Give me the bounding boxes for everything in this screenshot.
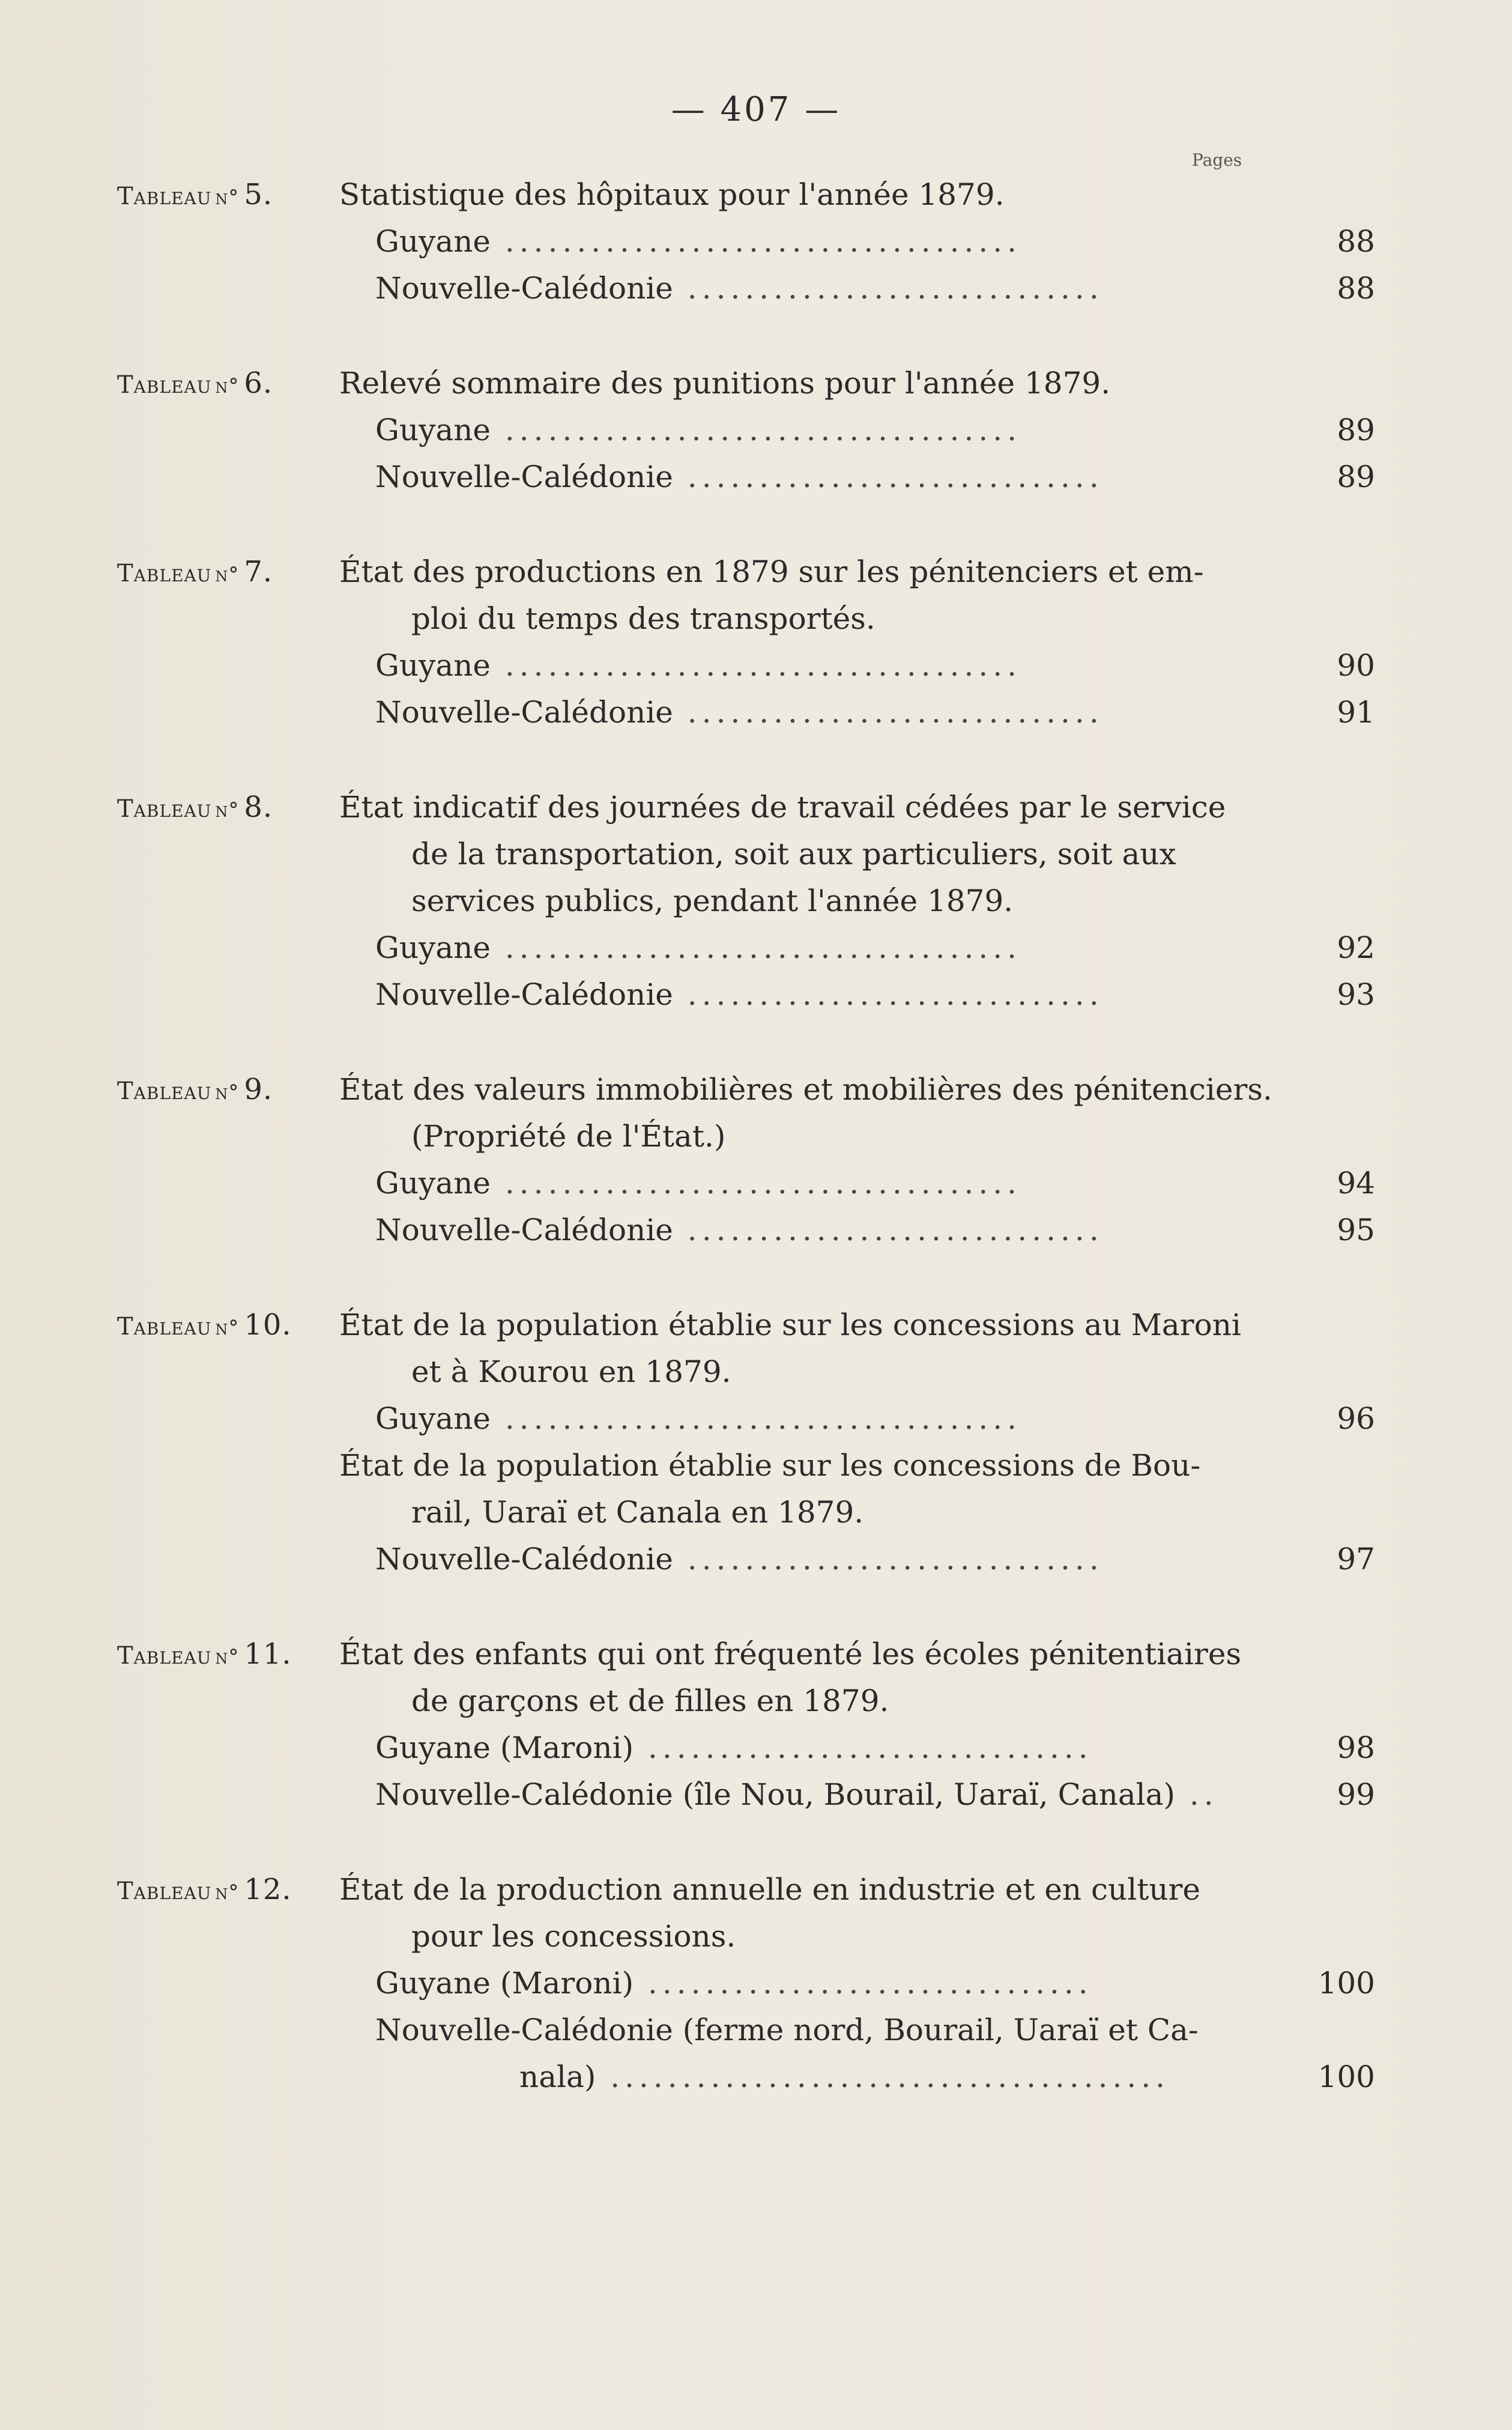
toc-entry-tableau-10 xyxy=(117,1301,1375,1583)
leader-dots: .................................... xyxy=(491,224,1022,259)
page-reference: 97 xyxy=(1337,1542,1375,1577)
toc-item-text xyxy=(375,265,1276,312)
number-abbrev: n° xyxy=(215,1080,240,1104)
toc-item xyxy=(117,924,1375,971)
toc-entry-tableau-5 xyxy=(117,171,1375,312)
tableau-word: Tableau xyxy=(117,1877,212,1905)
entry-title-continued: de la transportation, soit aux particuliers, soit aux xyxy=(411,837,1176,871)
entry-title: Relevé sommaire des punitions pour l'année 1879. xyxy=(339,366,1111,401)
tableau-word: Tableau xyxy=(117,795,212,823)
toc-item-text xyxy=(375,1207,1276,1253)
toc-item-text xyxy=(375,2007,1276,2053)
item-label: Nouvelle-Calédonie xyxy=(375,695,673,730)
toc-item xyxy=(117,1395,1375,1442)
item-label: nala) xyxy=(519,2059,596,2094)
title-row xyxy=(117,1348,1258,1395)
toc-item-text xyxy=(375,1160,1276,1207)
page-reference: 100 xyxy=(1317,1966,1375,2001)
tableau-number: 10. xyxy=(244,1308,292,1342)
toc-item xyxy=(117,971,1375,1018)
entry-title: État des enfants qui ont fréquenté les écoles pénitentiaires xyxy=(339,1637,1242,1671)
number-abbrev: n° xyxy=(215,1880,240,1904)
tableau-label xyxy=(117,548,273,598)
page-reference: 89 xyxy=(1337,459,1375,494)
number-abbrev: n° xyxy=(215,1316,240,1340)
entry-title-continued: de garçons et de filles en 1879. xyxy=(411,1683,889,1718)
title-row xyxy=(117,1866,1258,1913)
number-abbrev: n° xyxy=(215,374,240,398)
toc-item-text xyxy=(375,642,1276,689)
item-label: Guyane xyxy=(375,1166,491,1201)
toc-item xyxy=(117,453,1375,500)
title-row xyxy=(117,595,1258,642)
tableau-label xyxy=(117,1866,292,1916)
toc-entry-tableau-9 xyxy=(117,1066,1375,1253)
toc-item-text xyxy=(375,924,1276,971)
toc-item-text xyxy=(375,218,1276,265)
tableau-label xyxy=(117,1066,273,1116)
toc-item xyxy=(117,265,1375,312)
entry-title-continued: (Propriété de l'État.) xyxy=(411,1119,726,1154)
toc-item xyxy=(117,1160,1375,1207)
toc-entry-tableau-8 xyxy=(117,784,1375,1018)
tableau-number: 7. xyxy=(244,555,273,589)
toc-entry-tableau-6 xyxy=(117,360,1375,500)
entry-title-continued: pour les concessions. xyxy=(411,1919,736,1954)
leader-dots: .................................... xyxy=(491,1401,1022,1436)
entry-subtitle: rail, Uaraï et Canala en 1879. xyxy=(411,1495,864,1530)
leader-dots: ............................... xyxy=(634,1966,1093,2001)
toc-item xyxy=(117,689,1375,736)
number-abbrev: n° xyxy=(215,186,240,210)
entry-title: Statistique des hôpitaux pour l'année 1879. xyxy=(339,177,1005,212)
title-row xyxy=(117,784,1258,831)
item-label: Nouvelle-Calédonie (île Nou, Bourail, Uaraï, Canala) xyxy=(375,1777,1175,1812)
page-reference: 92 xyxy=(1337,930,1375,965)
toc-item-text xyxy=(375,1395,1276,1442)
toc-item xyxy=(117,1207,1375,1253)
item-label: Nouvelle-Calédonie xyxy=(375,1542,673,1577)
toc-item-text xyxy=(375,407,1276,453)
table-of-contents xyxy=(117,171,1375,2148)
page-reference: 88 xyxy=(1337,271,1375,306)
toc-entry-tableau-7 xyxy=(117,548,1375,736)
entry-title: État de la production annuelle en industrie et en culture xyxy=(339,1872,1201,1907)
entry-title: État indicatif des journées de travail cédées par le service xyxy=(339,790,1226,825)
page-reference: 93 xyxy=(1337,977,1375,1012)
title-row xyxy=(117,360,1258,407)
item-label: Guyane xyxy=(375,413,491,447)
leader-dots: ....................................... xyxy=(596,2059,1170,2094)
entry-title-continued: ploi du temps des transportés. xyxy=(411,601,875,636)
toc-item-text xyxy=(519,2053,1420,2100)
item-label: Guyane xyxy=(375,1401,491,1436)
page-reference: 89 xyxy=(1337,413,1375,447)
item-label: Guyane xyxy=(375,224,491,259)
item-label: Nouvelle-Calédonie xyxy=(375,459,673,494)
item-label: Nouvelle-Calédonie (ferme nord, Bourail, Uaraï et Ca- xyxy=(375,2013,1199,2047)
leader-dots: ............................... xyxy=(634,1730,1093,1765)
leader-dots: ............................. xyxy=(673,1542,1104,1577)
page-reference: 100 xyxy=(1317,2059,1375,2094)
title-row xyxy=(117,1066,1272,1113)
page-reference: 95 xyxy=(1337,1213,1375,1247)
tableau-label xyxy=(117,360,273,410)
title-row xyxy=(117,1301,1258,1348)
toc-entry-tableau-12 xyxy=(117,1866,1375,2100)
leader-dots: ............................. xyxy=(673,695,1104,730)
toc-item-text xyxy=(375,453,1276,500)
sub-title-row xyxy=(117,1489,1258,1536)
entry-title: État de la population établie sur les concessions au Maroni xyxy=(339,1307,1241,1342)
title-row xyxy=(117,1677,1258,1724)
toc-item-text xyxy=(375,1724,1276,1771)
toc-item xyxy=(117,642,1375,689)
tableau-label xyxy=(117,784,273,834)
toc-item xyxy=(117,1771,1375,1818)
entry-title-continued: et à Kourou en 1879. xyxy=(411,1354,731,1389)
tableau-number: 8. xyxy=(244,790,273,824)
title-row xyxy=(117,1113,1258,1160)
pages-column-label: Pages xyxy=(1192,150,1242,170)
tableau-number: 5. xyxy=(244,178,273,211)
title-row xyxy=(117,877,1258,924)
page-reference: 94 xyxy=(1337,1166,1375,1201)
title-row xyxy=(117,831,1258,877)
item-label: Nouvelle-Calédonie xyxy=(375,1213,673,1247)
page-reference: 99 xyxy=(1337,1777,1375,1812)
toc-item xyxy=(117,1536,1375,1583)
item-label: Guyane xyxy=(375,648,491,683)
page-reference: 91 xyxy=(1337,695,1375,730)
tableau-label xyxy=(117,171,273,221)
item-label: Nouvelle-Calédonie xyxy=(375,271,673,306)
tableau-word: Tableau xyxy=(117,371,212,399)
entry-title: État des productions en 1879 sur les pénitenciers et em- xyxy=(339,554,1204,589)
number-abbrev: n° xyxy=(215,563,240,587)
leader-dots: .................................... xyxy=(491,930,1022,965)
item-label: Nouvelle-Calédonie xyxy=(375,977,673,1012)
title-row xyxy=(117,171,1258,218)
tableau-number: 12. xyxy=(244,1873,292,1906)
tableau-word: Tableau xyxy=(117,183,212,210)
toc-item xyxy=(117,2007,1258,2053)
leader-dots: ............................. xyxy=(673,977,1104,1012)
tableau-label xyxy=(117,1631,292,1680)
toc-item-text xyxy=(375,1536,1276,1583)
title-row xyxy=(117,548,1258,595)
title-row xyxy=(117,1913,1258,1960)
number-abbrev: n° xyxy=(215,798,240,822)
toc-item-text xyxy=(375,971,1276,1018)
page-reference: 88 xyxy=(1337,224,1375,259)
leader-dots: ............................. xyxy=(673,1213,1104,1247)
leader-dots: .. xyxy=(1175,1777,1218,1812)
tableau-word: Tableau xyxy=(117,1077,212,1105)
leader-dots: ............................. xyxy=(673,271,1104,306)
page-reference: 90 xyxy=(1337,648,1375,683)
item-label: Guyane (Maroni) xyxy=(375,1966,634,2001)
tableau-label xyxy=(117,1301,292,1351)
tableau-word: Tableau xyxy=(117,1642,212,1670)
tableau-word: Tableau xyxy=(117,1313,212,1341)
entry-title-continued: services publics, pendant l'année 1879. xyxy=(411,883,1014,918)
toc-item xyxy=(117,218,1375,265)
tableau-number: 6. xyxy=(244,366,273,400)
sub-title-row xyxy=(117,1442,1258,1489)
leader-dots: ............................. xyxy=(673,459,1104,494)
toc-item xyxy=(117,407,1375,453)
leader-dots: .................................... xyxy=(491,1166,1022,1201)
toc-item-text xyxy=(375,1771,1276,1818)
tableau-number: 11. xyxy=(244,1637,292,1671)
page-reference: 98 xyxy=(1337,1730,1375,1765)
toc-item-text xyxy=(375,689,1276,736)
toc-item xyxy=(117,1960,1375,2007)
item-label: Guyane xyxy=(375,930,491,965)
item-label: Guyane (Maroni) xyxy=(375,1730,634,1765)
page-reference: 96 xyxy=(1337,1401,1375,1436)
title-row xyxy=(117,1631,1258,1677)
leader-dots: .................................... xyxy=(491,648,1022,683)
toc-entry-tableau-11 xyxy=(117,1631,1375,1818)
toc-item xyxy=(117,1724,1375,1771)
toc-item-text xyxy=(375,1960,1276,2007)
number-abbrev: n° xyxy=(215,1645,240,1669)
toc-item xyxy=(117,2053,1375,2100)
entry-subtitle: État de la population établie sur les concessions de Bou- xyxy=(339,1448,1201,1483)
page-number: — 407 — xyxy=(671,90,841,129)
leader-dots: .................................... xyxy=(491,413,1022,447)
entry-title: État des valeurs immobilières et mobilières des pénitenciers. xyxy=(339,1072,1272,1107)
tableau-number: 9. xyxy=(244,1073,273,1106)
tableau-word: Tableau xyxy=(117,560,212,587)
